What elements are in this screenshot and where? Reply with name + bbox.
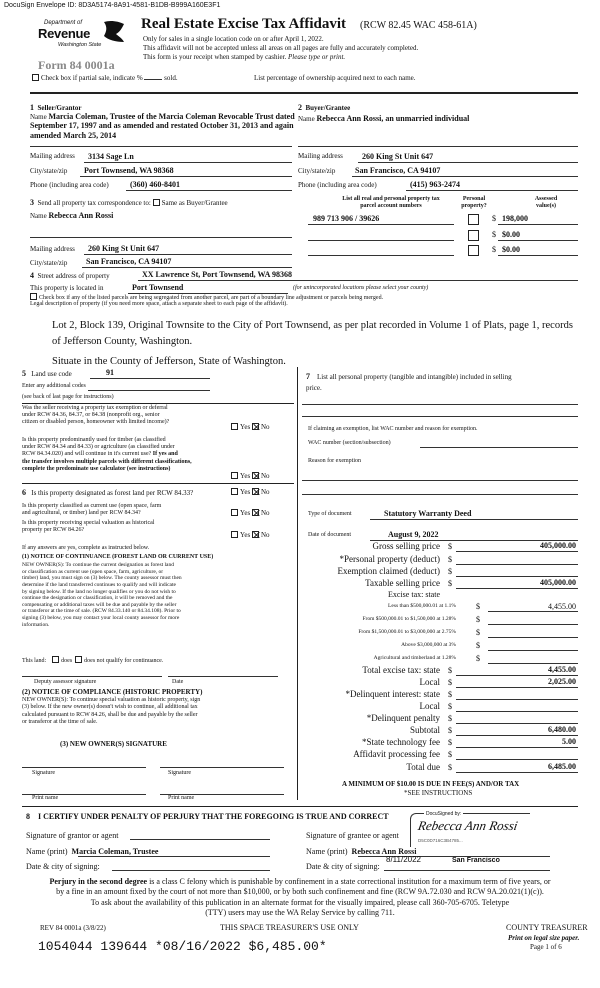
divider bbox=[30, 92, 578, 94]
subtotal-field[interactable]: 6,480.00 bbox=[548, 725, 576, 734]
grantee-signature[interactable]: Rebecca Ann Rossi bbox=[416, 818, 519, 833]
segregation-checkbox[interactable] bbox=[30, 293, 37, 300]
continuance-notice: NEW OWNER(S): To continue the current designation as forest land or classification as current use (open space, farm, agriculture, or timber) land, you must sign on (3) below. The county assessor must then determine if the land transferred continues to qualify and will indicate by signing below. If the land no longer qualifies or you do not wish to continue the designation or classification, it will be removed and the compensating or additional taxes will be due and payable by the seller or transferor at the time of sale. (RCW 84.33.140 or 84.34.108). Prior to signing (3) below, you may contact your local county assessor for more information. bbox=[22, 562, 182, 628]
grantor-signature-field[interactable] bbox=[130, 839, 270, 840]
seller-heading: 1 Seller/Grantor bbox=[30, 103, 82, 112]
assessed-value-field[interactable]: 198,000 bbox=[502, 214, 528, 223]
buyer-mailing-field[interactable]: 260 King St Unit 647 bbox=[362, 152, 434, 161]
gross-price-field[interactable]: 405,000.00 bbox=[540, 541, 576, 550]
docusign-envelope-id: DocuSign Envelope ID: 8D3A5174-8A91-4581-B1DB-B999A160E3F1 bbox=[4, 2, 221, 9]
tier1-tax-field[interactable]: 4,455.00 bbox=[548, 602, 576, 611]
same-as-buyer-checkbox[interactable] bbox=[153, 199, 160, 206]
parcel-number-field[interactable]: 989 713 906 / 39626 bbox=[313, 214, 380, 223]
exemption-yes-no: Yes No bbox=[231, 423, 270, 431]
legal-situate: Situate in the County of Jefferson, State of Washington. bbox=[52, 356, 286, 367]
land-use-code-field[interactable]: 91 bbox=[106, 368, 114, 377]
grantee-city[interactable]: San Francisco bbox=[452, 857, 500, 864]
qualify-row: This land: does does not qualify for continuance. bbox=[22, 658, 164, 664]
tax-correspondence-row: 3 Send all property tax correspondence to: Same as Buyer/Grantee bbox=[30, 198, 228, 207]
timber-yes-no: Yes No bbox=[231, 472, 270, 480]
minimum-due-note: A MINIMUM OF $10.00 IS DUE IN FEE(S) AND/OR TAX bbox=[342, 780, 520, 788]
grantor-date-city-field[interactable] bbox=[112, 870, 270, 871]
partial-sale-row: Check box if partial sale, indicate % sold. bbox=[32, 74, 178, 82]
treasurer-receipt-stamp: 1054044 139644 *08/16/2022 $6,485.00* bbox=[38, 939, 327, 954]
correspondence-mailing-field[interactable]: 260 King St Unit 647 bbox=[88, 244, 160, 253]
form-number: Form 84 0001a bbox=[38, 58, 115, 72]
form-revision: REV 84 0001a (3/8/22) bbox=[40, 924, 106, 932]
document-type-field[interactable]: Statutory Warranty Deed bbox=[384, 509, 472, 518]
page-number: Page 1 of 6 bbox=[530, 943, 562, 951]
personal-property-checkbox[interactable] bbox=[468, 214, 479, 225]
personal-property-checkbox[interactable] bbox=[468, 245, 479, 256]
grantor-print-name: Marcia Coleman, Trustee bbox=[71, 847, 159, 856]
buyer-phone-field[interactable]: (415) 963-2474 bbox=[410, 180, 460, 189]
local-tax-field[interactable]: 2,025.00 bbox=[548, 677, 576, 686]
form-citation: (RCW 82.45 WAC 458-61A) bbox=[360, 20, 477, 31]
current-use-yes-no: Yes No bbox=[231, 509, 270, 517]
grantee-print-name: Rebecca Ann Rossi bbox=[351, 847, 417, 856]
washington-state-icon bbox=[100, 18, 128, 46]
assessed-value-field[interactable]: $0.00 bbox=[502, 230, 520, 239]
property-location-field[interactable]: Port Townsend bbox=[132, 283, 184, 292]
exemption-field[interactable] bbox=[456, 576, 578, 577]
buyer-name: Name Rebecca Ann Rossi, an unmarried individual bbox=[298, 114, 470, 123]
owner-signature-2[interactable]: Signature bbox=[168, 770, 191, 776]
personal-property-field[interactable] bbox=[456, 564, 578, 565]
assessed-value-field[interactable]: $0.00 bbox=[502, 245, 520, 254]
perjury-notice: Perjury in the second degree is a class C felony which is punishable by confinement in a state correctional institution for a maximum term of five years, or bbox=[49, 877, 551, 886]
seller-phone-field[interactable]: (360) 460-8401 bbox=[130, 180, 180, 189]
taxable-price-field[interactable]: 405,000.00 bbox=[540, 578, 576, 587]
buyer-city-field[interactable]: San Francisco, CA 94107 bbox=[355, 166, 441, 175]
partial-sale-checkbox[interactable] bbox=[32, 74, 39, 81]
legal-description: Lot 2, Block 139, Original Townsite to the City of Port Townsend, as per plat recorded in Volume 1 of Plats, page 1, records of Jefferson County, Washington. bbox=[52, 320, 573, 347]
correspondence-name: Rebecca Ann Rossi bbox=[48, 211, 114, 220]
compliance-notice: NEW OWNER(S): To continue special valuation as historic property, sign (3) below. If the new owner(s) doesn't wish to continue, all additional tax calculated pursuant to RCW 84.26, shall be due and payable by the seller or transferor at the time of sale. bbox=[22, 697, 201, 725]
total-state-tax-field[interactable]: 4,455.00 bbox=[548, 665, 576, 674]
document-date-field[interactable]: August 9, 2022 bbox=[388, 530, 439, 539]
grantee-date[interactable]: 8/11/2022 bbox=[386, 855, 421, 864]
form-title: Real Estate Excise Tax Affidavit bbox=[141, 16, 346, 32]
personal-property-checkbox[interactable] bbox=[468, 230, 479, 241]
partial-percent-field[interactable] bbox=[144, 79, 162, 80]
property-street-field[interactable]: XX Lawrence St, Port Townsend, WA 98368 bbox=[142, 270, 292, 279]
correspondence-city-field[interactable]: San Francisco, CA 94107 bbox=[86, 257, 172, 266]
seller-city-field[interactable]: Port Townsend, WA 98368 bbox=[84, 166, 174, 175]
seller-mailing-field[interactable]: 3134 Sage Ln bbox=[88, 152, 134, 161]
owner-signature-1[interactable]: Signature bbox=[32, 770, 55, 776]
seller-name: Name Marcia Coleman, Trustee of the Marcia Coleman Revocable Trust dated September 17, 1997 and as amended and restated October 31, 2013 and again amended March 25, 2014 bbox=[30, 112, 295, 140]
historic-yes-no: Yes No bbox=[231, 531, 270, 539]
technology-fee-field[interactable]: 5.00 bbox=[562, 737, 576, 746]
total-due-field[interactable]: 6,485.00 bbox=[548, 762, 576, 771]
forest-land-yes-no: Yes No bbox=[231, 488, 270, 496]
certification-heading: 8 I CERTIFY UNDER PENALTY OF PERJURY THAT THE FOREGOING IS TRUE AND CORRECT bbox=[26, 812, 389, 821]
buyer-heading: 2 Buyer/Grantee bbox=[298, 103, 351, 112]
